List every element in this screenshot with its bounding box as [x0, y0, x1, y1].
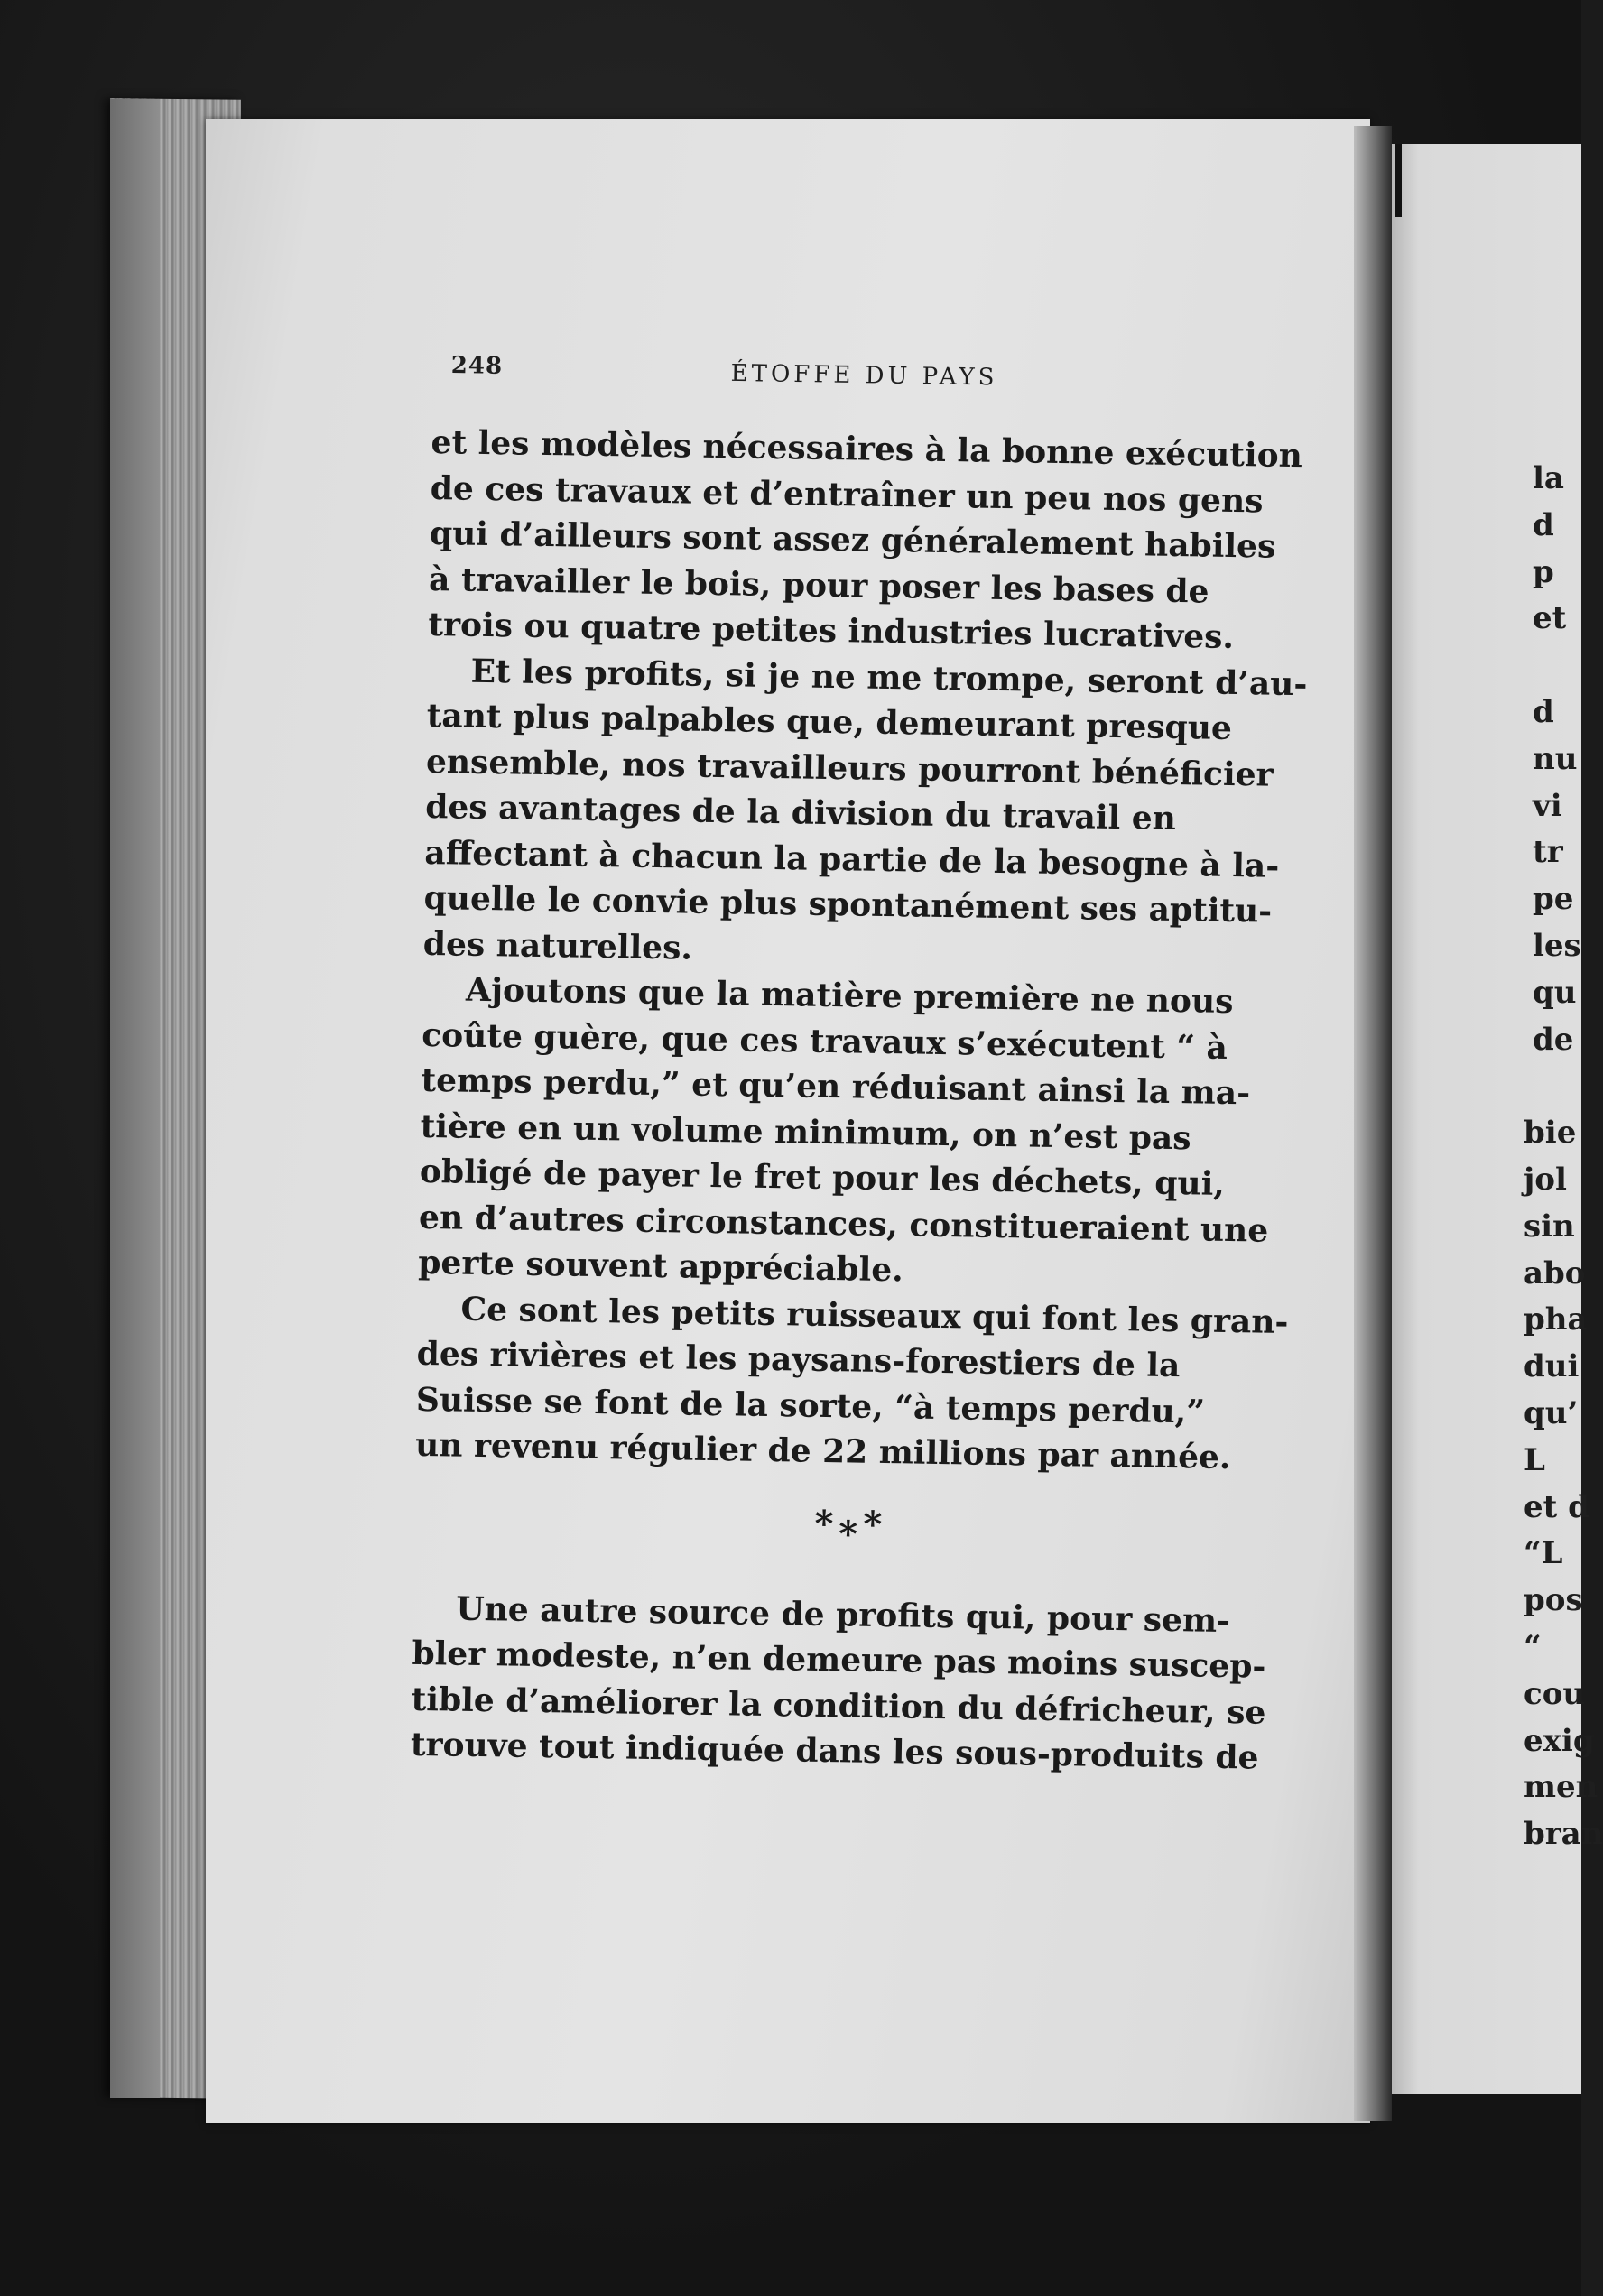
facing-page-text [1524, 0, 1603, 2296]
text-line: de ces travaux et d’entraîner un peu nos gens [430, 468, 1264, 520]
facing-page-fragment: exig [1524, 1722, 1595, 1759]
spine-line [1395, 144, 1402, 217]
facing-page-fragment: et [1533, 600, 1567, 637]
facing-page-fragment: d [1533, 506, 1554, 543]
facing-page-fragment: pha [1524, 1301, 1588, 1338]
facing-page-fragment: cou [1524, 1675, 1586, 1712]
text-line: en d’autres circonstances, constitueraient une [418, 1198, 1269, 1250]
text-line: des rivières et les paysans-forestiers de la [416, 1334, 1181, 1385]
text-line: un revenu régulier de 22 millions par année. [414, 1425, 1231, 1477]
paragraph [418, 967, 1296, 1300]
text-line: trois ou quatre petites industries lucratives. [428, 605, 1235, 656]
text-line: coûte guère, que ces travaux s’exécutent “ à [421, 1015, 1228, 1067]
facing-page-fragment: la [1533, 460, 1564, 496]
text-line: ensemble, nos travailleurs pourront bénéficier [425, 742, 1274, 794]
page-number: 248 [450, 352, 504, 380]
facing-page-fragment: bran [1524, 1816, 1603, 1853]
text-line: perte souvent appréciable. [417, 1243, 904, 1290]
text-line: des avantages de la division du travail en [424, 787, 1177, 838]
page-edges-shadow [110, 99, 160, 2098]
facing-page-fragment: et d [1524, 1488, 1589, 1525]
facing-page-fragment: sin [1524, 1208, 1575, 1245]
facing-page-fragment: abo [1524, 1254, 1586, 1292]
text-line: tible d’améliorer la condition du défricheur, se [411, 1680, 1266, 1732]
facing-page-fragment: pe [1533, 881, 1574, 918]
facing-page-fragment: d [1533, 694, 1554, 730]
paragraph [415, 1285, 1292, 1481]
gutter-shadow [1354, 126, 1392, 2121]
facing-page-fragment: L [1524, 1441, 1545, 1478]
facing-page-fragment: qu [1533, 974, 1577, 1011]
text-line: obligé de payer le fret pour les déchets, qui, [419, 1152, 1226, 1203]
paragraph [422, 647, 1308, 980]
text-line: tant plus palpables que, demeurant presque [426, 696, 1233, 747]
facing-page-fragment: pos [1524, 1582, 1583, 1619]
facing-page-fragment: bie [1524, 1115, 1577, 1152]
facing-page-fragment: men [1524, 1769, 1598, 1806]
paragraph [428, 420, 1305, 662]
text-line: trouve tout indiquée dans les sous-produits de [410, 1725, 1259, 1777]
text-line: affectant à chacun la partie de la besogne à la- [424, 833, 1280, 885]
text-line: à travailler le bois, pour poser les bases de [428, 560, 1209, 611]
facing-page-fragment: dui [1524, 1348, 1580, 1385]
running-title: ÉTOFFE DU PAYS [730, 359, 998, 392]
text-line: Suisse se font de la sorte, “à temps perdu,” [415, 1380, 1206, 1431]
section-separator: *⁎* [814, 1502, 888, 1546]
facing-page-fragment: qu’ [1524, 1395, 1579, 1431]
facing-page-fragment: jol [1524, 1162, 1567, 1198]
text-line: Une autre source de profits qui, pour sem- [455, 1589, 1231, 1640]
text-line: bler modeste, n’en demeure pas moins suscep- [412, 1634, 1266, 1686]
text-line: Ce sont les petits ruisseaux qui font les gran- [460, 1290, 1289, 1341]
text-line: et les modèles nécessaires à la bonne exécution [431, 422, 1303, 476]
facing-page-fragment: tr [1533, 834, 1563, 871]
text-line: tière en un volume minimum, on n’est pas [420, 1106, 1191, 1157]
paragraph [411, 1585, 1287, 1781]
facing-page-fragment: nu [1533, 740, 1578, 777]
facing-page-fragment: “L [1524, 1535, 1563, 1572]
facing-page-fragment: de [1533, 1021, 1574, 1058]
text-line: Et les profits, si je ne me trompe, seront d’au- [470, 652, 1308, 703]
text-line: qui d’ailleurs sont assez généralement habiles [429, 514, 1276, 566]
text-line: quelle le convie plus spontanément ses aptitu- [423, 878, 1273, 930]
text-line: des naturelles. [422, 924, 693, 967]
text-line: temps perdu,” et qu’en réduisant ainsi la ma- [421, 1060, 1251, 1113]
facing-page-fragment: “ [1524, 1629, 1542, 1665]
facing-page-fragment: p [1533, 553, 1554, 590]
text-line: Ajoutons que la matière première ne nous [465, 970, 1234, 1022]
facing-page-fragment: vi [1533, 787, 1562, 824]
page-body [410, 420, 1308, 1782]
facing-page-fragment: les [1533, 928, 1581, 964]
